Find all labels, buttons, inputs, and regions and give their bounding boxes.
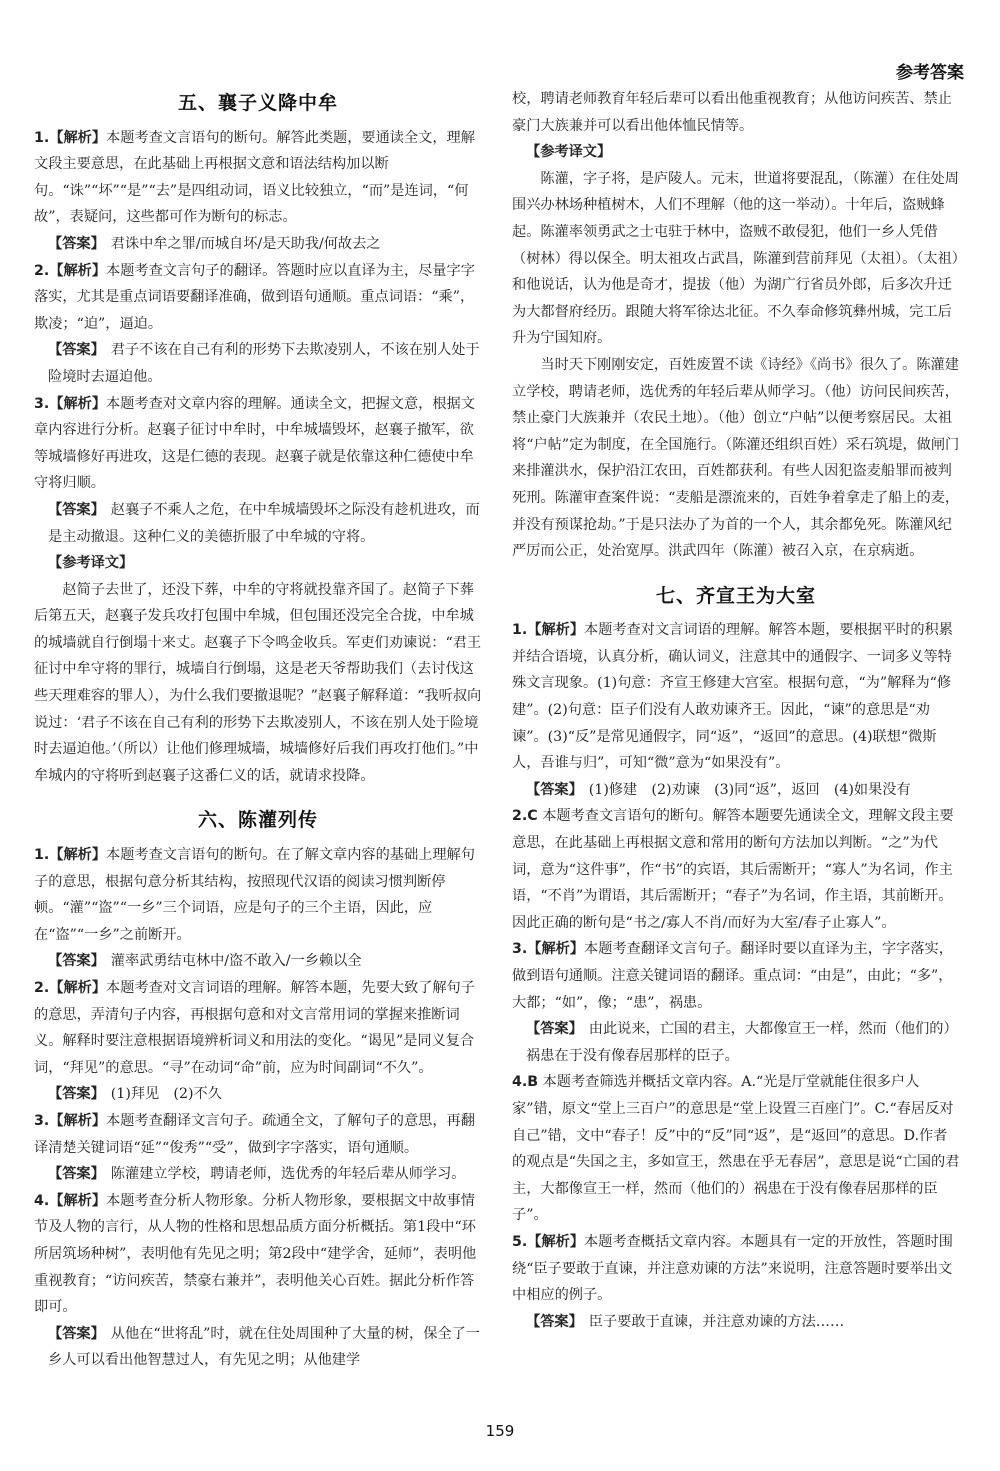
page-number: 159 (485, 1422, 515, 1440)
translation-text: 当时天下刚刚安定，百姓废置不读《诗经》《尚书》很久了。陈灌建立学校，聘请老师，选优秀的年轻后辈从师学习。（他）访问民间疾苦，禁止豪门大族兼并（农民土地）。（他）创立“户帖”以便考察居民。太祖将“户帖”定为制度，在全国施行。（陈灌还组织百姓）采石筑堤，做闸门来排灌洪水，保护沿江农田，百姓都获利。有些人因犯盗麦船罪而被判死刑。陈灌审查案件说：“麦船是漂流来的，百姓争着拿走了船上的麦，并没有预谋抢劫。”于是只法办了为首的一个人，其余都免死。陈灌风纪严厉而公正，处治宽厚。洪武四年（陈灌）被召入京，在京病逝。 (512, 356, 960, 560)
answer: 【答案】 君子不该在自己有利的形势下去欺凌别人，不该在别人处于险境时去逼迫他。 (48, 342, 480, 385)
answer: 【答案】 (1)拜见 (2)不久 (48, 1086, 222, 1103)
answer: 【答案】 灌率武勇结屯林中/盗不敢入/一乡赖以全 (48, 953, 362, 970)
question-item: 3.【解析】本题考查对文章内容的理解。通读全文，把握文意，根据文章内容进行分析。赵襄子征讨中牟时，中牟城墙毁坏，赵襄子撤军，欲等城墙修好再进攻，这是仁德的表现。赵襄子就是依靠这种仁德使中牟守将归顺。 (34, 395, 475, 492)
question-item: 2.C 本题考查文言语句的断句。解答本题要先通读全文，理解文段主要意思，在此基础上再根据文意和常用的断句方法加以判断。“之”为代词，意为“这件事”，作“书”的宾语，其后需断开；“寡人”为名词，作主语，“不肖”为谓语，其后需断开；“春子”为名词，作主语，其前断开。因此正确的断句是“书之/寡人不肖/而好为大室/春子止寡人”。 (512, 808, 954, 931)
question-item: 4.【解析】本题考查分析人物形象。分析人物形象，要根据文中故事情节及人物的言行，从人物的性格和思想品质方面分析概括。第1段中“环所居筑场种树”，表明他有先见之明；第2段中“建学舍，延师”，表明他重视教育；“访问疾苦，禁豪右兼并”，表明他关心百姓。据此分析作答即可。 (34, 1192, 477, 1316)
translation-text: 陈灌，字子将，是庐陵人。元末，世道将要混乱，（陈灌）在住处周围兴办林场种植树木，人们不理解（他的这一举动）。十年后，盗贼蜂起。陈灌率领勇武之士屯驻于林中，盗贼不敢侵犯，他们一乡人凭借（树林）得以保全。明太祖攻占武昌，陈灌到营前拜见（太祖）。（太祖）和他说话，认为他是奇才，提拔（他）为湖广行省员外郎，后多次升迁为大都督府经历。跟随大将军徐达北征。不久奉命修筑彝州城，完工后升为宁国知府。 (512, 170, 959, 347)
question-item: 1.【解析】本题考查文言语句的断句。在了解文章内容的基础上理解句子的意思，根据句意分析其结构，按照现代汉语的阅读习惯判断停顿。“灌”“盗”“一乡”三个词语，应是句子的三个主语，因此，应在“盗”“一乡”之前断开。 (34, 847, 475, 943)
answer: 【答案】 由此说来，亡国的君主，大都像宣王一样，然而（他们的）祸患在于没有像春居那样的臣子。 (526, 1021, 958, 1064)
question-item: 1.【解析】本题考查文言语句的断句。解答此类题，要通读全文，理解文段主要意思，在此基础上再根据文意和语法结构加以断句。“诛”“坏”“是”“去”是四组动词，语义比较独立，“而”是连词，“何故”，表疑问，这些都可作为断句的标志。 (34, 129, 475, 226)
page-header: 参考答案 (896, 63, 964, 83)
translation-heading: 【参考译文】 (48, 555, 134, 572)
question-item: 3.【解析】本题考查翻译文言句子。翻译时要以直译为主，字字落实，做到语句通顺。注意关键词语的翻译。重点词：“由是”，由此；“多”，大都；“如”，像；“患”，祸患。 (512, 941, 953, 1011)
question-item: 5.【解析】本题考查概括文章内容。本题具有一定的开放性，答题时围绕“臣子要敢于直谏，并注意劝谏的方法”来说明，注意答题时要举出文中相应的例子。 (512, 1233, 953, 1304)
question-item: 2.【解析】本题考查对文言词语的理解。解答本题，先要大致了解句子的意思，弄清句子内容，再根据句意和对文言常用词的掌握来推断词义。解释时要注意根据语境辨析词义和用法的变化。“谒见”是同义复合词，“拜见”的意思。“寻”在动词“命”前，应为时间副词“不久”。 (34, 980, 475, 1076)
section-title-6: 六、陈灌列传 (197, 809, 318, 832)
question-item: 2.【解析】本题考查文言句子的翻译。答题时应以直译为主，尽量字字落实，尤其是重点词语要翻译准确，做到语句通顺。重点词语：“乘”，欺凌；“迫”，逼迫。 (34, 262, 475, 332)
translation-text: 赵简子去世了，还没下葬，中牟的守将就投靠齐国了。赵简子下葬后第五天，赵襄子发兵攻打包围中牟城，但包围还没完全合拢，中牟城的城墙就自行倒塌十来丈。赵襄子下令鸣金收兵。军吏们劝谏说：“君王征讨中牟守将的罪行，城墙自行倒塌，这是老天爷帮助我们（去讨伐这些天理难容的罪人），为什么我们要撤退呢？”赵襄子解释道：“我听叔向说过：‘君子不该在自己有利的形势下去欺凌别人，不该在别人处于险境时去逼迫他。’（所以）让他们修理城墙，城墙修好后我们再攻打他们。”中牟城内的守将听到赵襄子这番仁义的话，就请求投降。 (34, 581, 482, 784)
answer: 【答案】 从他在“世将乱”时，就在住处周围种了大量的树，保全了一乡人可以看出他智慧过人，有先见之明；从他建学 (48, 1325, 480, 1369)
translation-heading: 【参考译文】 (526, 144, 612, 161)
left-column (34, 86, 482, 1374)
answer: 【答案】 陈灌建立学校，聘请老师，选优秀的年轻后辈从师学习。 (48, 1166, 466, 1183)
answer: 【答案】 赵襄子不乘人之危，在中牟城墙毁坏之际没有趁机进攻，而是主动撤退。这种仁义的美德折服了中牟城的守将。 (48, 501, 480, 545)
answer: 【答案】 臣子要敢于直谏，并注意劝谏的方法…… (526, 1313, 845, 1330)
question-item: 1.【解析】本题考查对文言词语的理解。解答本题，要根据平时的积累并结合语境，认真分析，确认词义，注意其中的通假字、一词多义等特殊文言现象。(1)句意：齐宣王修建大宫室。根据句意，“为”解释为“修建”。(2)句意：臣子们没有人敢劝谏齐王。因此，“谏”的意思是“劝谏”。(3)“反”是常见通假字，同“返”，“返回”的意思。(4)联想“微斯人，吾谁与归”，可知“微”意为“如果没有”。 (512, 622, 953, 772)
right-column (512, 86, 960, 1335)
question-item: 4.B 本题考查筛选并概括文章内容。A.“光是厅堂就能住很多户人家”错，原文“堂上三百户”的意思是“堂上设置三百座门”。C.“春居反对自己”错，文中“春子！反”中的“反”同“返”，是“返回”的意思。D.作者的观点是“失国之主，多如宣王，然患在乎无春居”，意思是说“亡国的君主，大都像宣王一样，然而（他们的）祸患在于没有像春居那样的臣子”。 (512, 1074, 960, 1224)
section-title-5: 五、襄子义降中牟 (177, 92, 338, 114)
continued-answer: 校，聘请老师教育年轻后辈可以看出他重视教育；从他访问疾苦、禁止豪门大族兼并可以看出他体恤民情等。 (512, 91, 952, 134)
question-item: 3.【解析】本题考查翻译文言句子。疏通全文，了解句子的意思，再翻译清楚关键词语“延”“俊秀”“受”，做到字字落实，语句通顺。 (34, 1112, 475, 1156)
answer: 【答案】 君诛中牟之罪/而城自坏/是天助我/何故去之 (48, 235, 381, 252)
answer: 【答案】 (1)修建 (2)劝谏 (3)同“返”，返回 (4)如果没有 (526, 781, 911, 798)
section-title-7: 七、齐宣王为大室 (655, 584, 816, 607)
